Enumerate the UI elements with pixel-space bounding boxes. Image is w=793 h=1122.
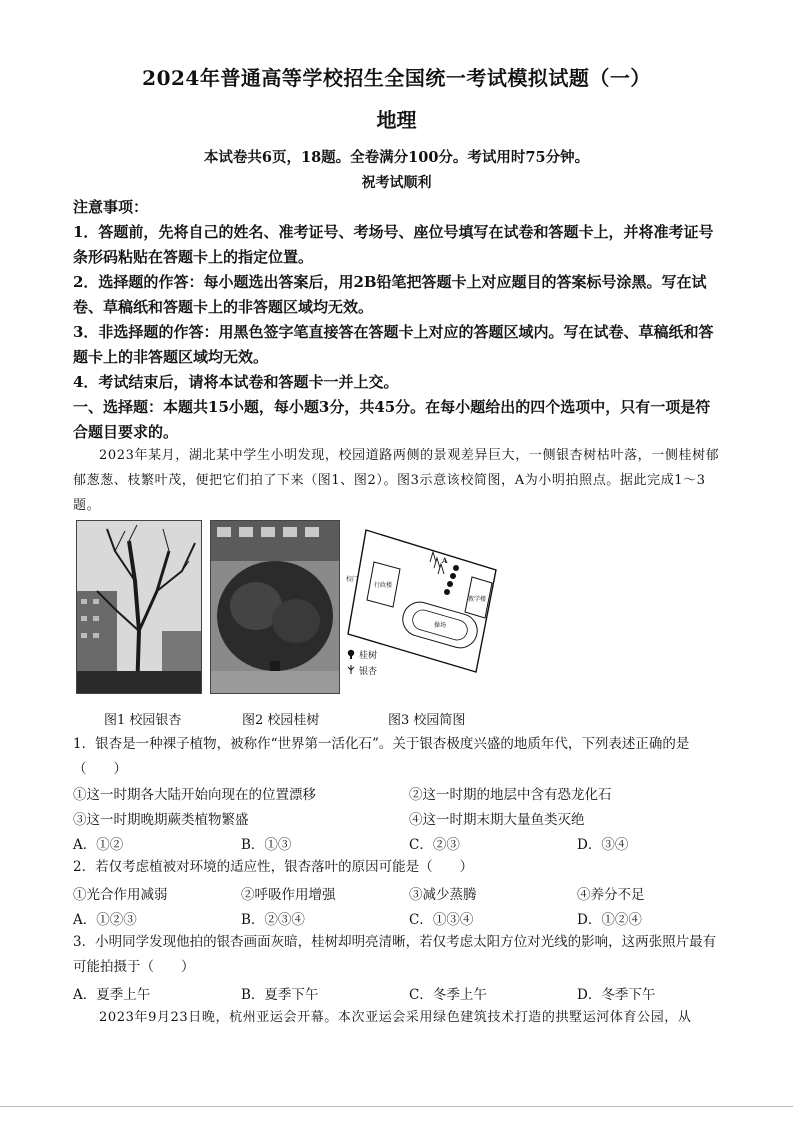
- question-1-stem: 1．银杏是一种裸子植物，被称作“世界第一活化石”。关于银杏极度兴盛的地质年代，下列表述正确的是（ ）: [73, 736, 690, 777]
- q3-choice-a[interactable]: A．夏季上午: [73, 987, 151, 1003]
- q1-choice-a[interactable]: A．①②: [73, 837, 124, 853]
- legend-ginkgo-icon: [348, 665, 354, 674]
- question-2-stem: 2．若仅考虑植被对环境的适应性，银杏落叶的原因可能是（ ）: [73, 859, 474, 875]
- page-bottom-divider: [0, 1106, 793, 1107]
- map-label-building-right: 教学楼: [468, 596, 487, 603]
- q1-statement-3: ③这一时期晚期蕨类植物繁盛: [73, 812, 249, 828]
- figure-2-caption: 图2 校园桂树: [242, 713, 320, 728]
- question-2-statements: [73, 883, 723, 905]
- q1-choice-b[interactable]: B．①③: [241, 837, 292, 853]
- note-item-2: 2．选择题的作答：每小题选出答案后，用2B铅笔把答题卡上对应题目的答案标号涂黑。写在试卷、草稿纸和答题卡上的非答题区域均无效。: [73, 273, 707, 316]
- question-1-statements-row-2: [73, 808, 723, 830]
- question-2-choices: [73, 908, 723, 930]
- q2-statement-2: ②呼吸作用增强: [241, 887, 336, 903]
- q3-choice-b[interactable]: B．夏季下午: [241, 987, 319, 1003]
- q2-choice-b[interactable]: B．②③④: [241, 912, 305, 928]
- q2-statement-3: ③减少蒸腾: [409, 887, 477, 903]
- exam-wish: 祝考试顺利: [361, 175, 432, 191]
- figure-3-caption: 图3 校园简图: [388, 713, 466, 728]
- legend-ginkgo-label: 银杏: [359, 667, 378, 677]
- map-label-point-a: A: [442, 556, 448, 565]
- map-label-building-left: 行政楼: [374, 582, 393, 589]
- legend-osmanthus-label: 桂树: [359, 651, 378, 661]
- exam-info: 本试卷共6页，18题。全卷满分100分。考试用时75分钟。: [203, 149, 590, 166]
- q2-choice-d[interactable]: D．①②④: [577, 912, 642, 928]
- passage-2-start: 2023年9月23日晚，杭州亚运会开幕。本次亚运会采用绿色建筑技术打造的拱墅运河体育公园，从: [99, 1010, 692, 1025]
- map-label-field: 操场: [434, 622, 447, 629]
- map-label-gate: 校门: [346, 576, 359, 583]
- q3-choice-c[interactable]: C．冬季上午: [409, 987, 487, 1003]
- exam-subject: 地理: [376, 108, 417, 132]
- question-1-choices: [73, 833, 723, 855]
- question-3-stem: 3．小明同学发现他拍的银杏画面灰暗，桂树却明亮清晰，若仅考虑太阳方位对光线的影响，这两张照片最有可能拍摄于（ ）: [73, 934, 717, 975]
- q2-statement-4: ④养分不足: [577, 887, 645, 903]
- q1-choice-c[interactable]: C．②③: [409, 837, 460, 853]
- note-item-1: 1．答题前，先将自己的姓名、准考证号、考场号、座位号填写在试卷和答题卡上，并将准考证号条形码粘贴在答题卡上的指定位置。: [73, 223, 714, 266]
- passage-1: 2023年某月，湖北某中学生小明发现，校园道路两侧的景观差异巨大，一侧银杏树枯叶落，一侧桂树郁郁葱葱、枝繁叶茂，便把它们拍了下来（图1、图2）。图3示意该校简图，A为小明拍照点。据此完成1～3题。: [73, 448, 720, 513]
- exam-title: 2024年普通高等学校招生全国统一考试模拟试题（一）: [142, 66, 651, 90]
- figure-1-caption: 图1 校园银杏: [104, 713, 182, 728]
- figure-3-campus-map: [344, 522, 500, 692]
- question-3-choices: [73, 983, 723, 1005]
- figure-2-osmanthus-photo: [210, 520, 340, 694]
- q3-choice-d[interactable]: D．冬季下午: [577, 987, 656, 1003]
- figure-1-ginkgo-photo: [76, 520, 202, 694]
- notes-heading: 注意事项：: [73, 198, 149, 216]
- q2-choice-a[interactable]: A．①②③: [73, 912, 137, 928]
- q2-choice-c[interactable]: C．①③④: [409, 912, 474, 928]
- note-item-4: 4．考试结束后，请将本试卷和答题卡一并上交。: [73, 373, 399, 391]
- q1-statement-4: ④这一时期末期大量鱼类灭绝: [409, 812, 585, 828]
- note-item-3: 3．非选择题的作答：用黑色签字笔直接答在答题卡上对应的答题区域内。写在试卷、草稿纸和答题卡上的非答题区域均无效。: [73, 323, 714, 366]
- legend-osmanthus-icon: [348, 650, 354, 659]
- question-1-statements-row-1: [73, 783, 723, 805]
- q2-statement-1: ①光合作用减弱: [73, 887, 168, 903]
- q1-statement-2: ②这一时期的地层中含有恐龙化石: [409, 787, 612, 803]
- section-1-heading: 一、选择题：本题共15小题，每小题3分，共45分。在每小题给出的四个选项中，只有一项是符合题目要求的。: [73, 398, 711, 441]
- q1-choice-d[interactable]: D．③④: [577, 837, 629, 853]
- q1-statement-1: ①这一时期各大陆开始向现在的位置漂移: [73, 787, 316, 803]
